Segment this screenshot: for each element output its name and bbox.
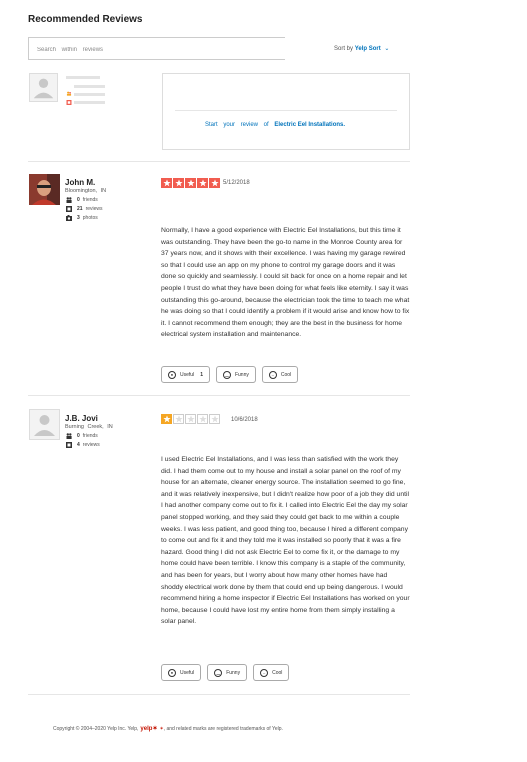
footer-suffix: , and related marks are registered trademarks of Yelp. xyxy=(163,725,283,732)
photos-stat xyxy=(66,215,98,221)
camera-icon xyxy=(66,215,72,221)
useful-count: 1 xyxy=(200,371,203,378)
star-icon xyxy=(197,414,208,424)
star-rating xyxy=(161,178,220,188)
yelp-logo-text: yelp xyxy=(140,726,153,732)
search-input[interactable] xyxy=(29,40,285,61)
useful-label: Useful xyxy=(180,371,195,378)
reviews-label: reviews xyxy=(85,206,103,212)
useful-icon: ● xyxy=(168,371,176,379)
default-avatar xyxy=(29,73,58,102)
review-date: 5/12/2018 xyxy=(223,180,250,186)
star-icon xyxy=(173,414,184,424)
placeholder-line xyxy=(74,85,105,88)
cool-label: Cool xyxy=(280,371,292,378)
friends-label: friends xyxy=(82,197,98,203)
review-star-icon xyxy=(66,206,72,212)
funny-icon: ‿ xyxy=(223,371,231,379)
page-title: Recommended Reviews xyxy=(28,14,143,25)
reviews-label: reviews xyxy=(82,442,100,448)
useful-button[interactable] xyxy=(161,366,210,383)
business-name[interactable]: Electric Eel Installations. xyxy=(274,122,346,128)
review-text: I used Electric Eel Installations, and I was less than satisfied with the work they did. I had them come out to my house and install a solar panel on the roof of my house for an alternate, cleaner energy source. The installation seemed to go fine, and it was relatively inexpensive, but I didn't realize how poor of a job they did until I had another company come out to fix it. I called into Electric Eel the day my solar panel stopped working, and they said they could get back to me within a couple weeks. I was less patient, and good thing too, because I hired a different company to come out and fix it and they told me it was installed so poorly that it was a fire hazard. Good thing I did not ask Electric Eel to come fix it, or the damage to my home could have been terrible. I know this company is a staple of the community, and has been for years, but I worry about how many other homes have had shoddy electrical work done by them that could end up being dangerous. I would recommend hiring a home inspector if Electric Eel Installations has worked on your home, because I could have lost my entire home from them simply installing a solar panel. xyxy=(161,456,410,626)
star-icon xyxy=(209,414,220,424)
section-divider xyxy=(28,161,410,162)
yelp-burst-icon: ✶ xyxy=(152,726,158,732)
reviewer-location: Bloomington, IN xyxy=(65,188,107,194)
friends-count: 0 xyxy=(77,433,80,439)
vote-buttons xyxy=(161,664,289,681)
reviewer-location: Burning Creek, IN xyxy=(65,424,113,430)
star-icon xyxy=(185,414,196,424)
cool-icon: – xyxy=(260,669,268,677)
yelp-burst-icon: ✶ xyxy=(159,725,164,732)
footer-copyright: Copyright © 2004–2020 Yelp Inc. Yelp, xyxy=(53,725,139,732)
avatar[interactable] xyxy=(29,409,60,440)
star-icon xyxy=(185,178,196,188)
chevron-down-icon[interactable]: ⌄ xyxy=(384,46,390,52)
star-icon xyxy=(161,414,172,424)
reviews-count: 21 xyxy=(77,206,83,212)
review-star-icon xyxy=(66,442,72,448)
friends-count: 0 xyxy=(77,197,80,203)
user-photo-icon xyxy=(29,174,60,205)
friends-icon xyxy=(66,433,72,439)
section-divider xyxy=(28,694,410,695)
star-icon xyxy=(197,178,208,188)
sort-dropdown[interactable] xyxy=(334,45,389,52)
cool-label: Cool xyxy=(272,669,283,676)
placeholder-line xyxy=(74,93,105,96)
user-silhouette-icon xyxy=(30,410,59,439)
useful-label: Useful xyxy=(180,669,195,676)
reviews-count: 4 xyxy=(77,442,80,448)
reviewer-name[interactable]: J.B. Jovi xyxy=(65,414,98,423)
cool-button[interactable] xyxy=(253,664,289,681)
useful-icon: ● xyxy=(168,669,176,677)
reviews-stat xyxy=(66,206,103,212)
friends-icon xyxy=(66,197,72,203)
sort-label: Sort by xyxy=(334,46,354,52)
review-date: 10/6/2018 xyxy=(231,417,258,423)
footer xyxy=(53,725,283,732)
cool-icon: – xyxy=(269,371,277,379)
vote-buttons xyxy=(161,366,298,383)
star-icon xyxy=(209,178,220,188)
write-review-divider xyxy=(175,110,397,111)
funny-label: Funny xyxy=(226,669,241,676)
funny-button[interactable] xyxy=(216,366,256,383)
yelp-logo-icon[interactable] xyxy=(140,725,157,732)
friends-stat xyxy=(66,433,98,439)
star-icon xyxy=(173,178,184,188)
friends-icon xyxy=(66,91,72,96)
star-small-icon xyxy=(66,100,72,105)
friends-stat xyxy=(66,197,98,203)
placeholder-line xyxy=(66,76,100,79)
star-rating xyxy=(161,414,220,424)
placeholder-line xyxy=(74,101,105,104)
star-icon xyxy=(161,178,172,188)
write-review-box[interactable] xyxy=(162,73,410,150)
funny-label: Funny xyxy=(234,371,249,378)
start-review-prefix: Start your review of xyxy=(205,122,269,128)
photos-label: photos xyxy=(82,215,98,221)
useful-button[interactable] xyxy=(161,664,201,681)
sort-value[interactable]: Yelp Sort xyxy=(354,46,381,52)
friends-label: friends xyxy=(82,433,98,439)
user-silhouette-icon xyxy=(30,74,57,101)
reviews-stat xyxy=(66,442,100,448)
reviewer-name[interactable]: John M. xyxy=(65,178,96,187)
start-review-link[interactable] xyxy=(205,122,345,128)
avatar[interactable] xyxy=(29,174,60,205)
cool-button[interactable] xyxy=(262,366,298,383)
search-box[interactable] xyxy=(28,37,285,60)
funny-icon: ‿ xyxy=(214,669,222,677)
photos-count: 3 xyxy=(77,215,80,221)
funny-button[interactable] xyxy=(207,664,247,681)
section-divider xyxy=(28,395,410,396)
review-text: Normally, I have a good experience with Electric Eel Installations, but this time it was outstanding. They have been the go-to name in the Monroe County area for 37 years now, and it shows with their excellence. I was having my garage rewired so that I could use an app on my phone to control my garage doors and it was done so quickly and seamlessly. I could sit back for once on a home repair and let people I trust do what they have been doing for what feels like eternity. I say it was outstanding this go-around, because the electrician took the time to teach me what he was doing so that I could identify a problem if it would arise and know how to fix it. I cannot recommend them enough; they are the best in the business for home electrical system installation and maintenance. xyxy=(161,227,410,339)
